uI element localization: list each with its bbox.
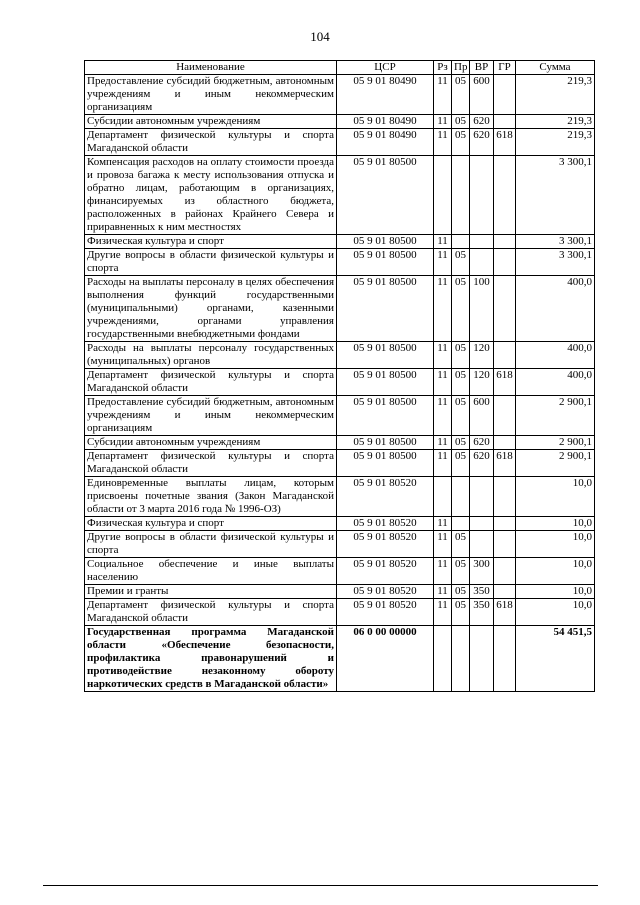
cell-name: Департамент физической культуры и спорта Магаданской области <box>85 369 337 396</box>
cell-sum: 10,0 <box>516 599 595 626</box>
cell-rz <box>434 156 452 235</box>
cell-sum: 219,3 <box>516 75 595 115</box>
cell-vr: 620 <box>470 436 494 450</box>
cell-gr <box>494 531 516 558</box>
table-row <box>85 276 595 342</box>
cell-pr: 05 <box>452 115 470 129</box>
table-row <box>85 129 595 156</box>
cell-csr: 05 9 01 80520 <box>337 517 434 531</box>
cell-gr: 618 <box>494 369 516 396</box>
cell-name: Расходы на выплаты персоналу государственных (муниципальных) органов <box>85 342 337 369</box>
cell-gr <box>494 235 516 249</box>
cell-gr <box>494 436 516 450</box>
table-row <box>85 558 595 585</box>
cell-vr: 600 <box>470 75 494 115</box>
cell-pr: 05 <box>452 75 470 115</box>
cell-csr: 05 9 01 80500 <box>337 396 434 436</box>
cell-gr <box>494 342 516 369</box>
cell-name: Предоставление субсидий бюджетным, автономным учреждениям и иным некоммерческим организациям <box>85 75 337 115</box>
cell-pr: 05 <box>452 558 470 585</box>
cell-vr <box>470 235 494 249</box>
cell-rz: 11 <box>434 129 452 156</box>
cell-rz: 11 <box>434 585 452 599</box>
cell-sum: 3 300,1 <box>516 235 595 249</box>
cell-name: Физическая культура и спорт <box>85 235 337 249</box>
cell-sum: 3 300,1 <box>516 249 595 276</box>
cell-sum: 219,3 <box>516 115 595 129</box>
cell-vr <box>470 249 494 276</box>
cell-rz: 11 <box>434 342 452 369</box>
cell-sum: 219,3 <box>516 129 595 156</box>
cell-name: Субсидии автономным учреждениям <box>85 436 337 450</box>
cell-csr: 05 9 01 80500 <box>337 436 434 450</box>
header-rz: Рз <box>434 61 452 75</box>
cell-sum: 3 300,1 <box>516 156 595 235</box>
cell-rz: 11 <box>434 249 452 276</box>
cell-name: Другие вопросы в области физической культуры и спорта <box>85 531 337 558</box>
cell-pr <box>452 235 470 249</box>
header-gr: ГР <box>494 61 516 75</box>
cell-vr: 620 <box>470 129 494 156</box>
cell-csr: 05 9 01 80500 <box>337 235 434 249</box>
cell-gr <box>494 626 516 692</box>
cell-sum: 54 451,5 <box>516 626 595 692</box>
cell-csr: 05 9 01 80500 <box>337 450 434 477</box>
cell-vr: 600 <box>470 396 494 436</box>
cell-sum: 10,0 <box>516 585 595 599</box>
cell-name: Предоставление субсидий бюджетным, автономным учреждениям и иным некоммерческим организациям <box>85 396 337 436</box>
cell-name: Социальное обеспечение и иные выплаты населению <box>85 558 337 585</box>
header-vr: ВР <box>470 61 494 75</box>
cell-pr: 05 <box>452 585 470 599</box>
table-row <box>85 599 595 626</box>
cell-rz: 11 <box>434 369 452 396</box>
table-row <box>85 235 595 249</box>
cell-rz: 11 <box>434 558 452 585</box>
cell-rz <box>434 626 452 692</box>
cell-name: Единовременные выплаты лицам, которым присвоены почетные звания (Закон Магаданской области от 3 марта 2016 года № 1996-ОЗ) <box>85 477 337 517</box>
cell-sum: 400,0 <box>516 276 595 342</box>
cell-pr: 05 <box>452 129 470 156</box>
cell-rz: 11 <box>434 531 452 558</box>
cell-sum: 10,0 <box>516 531 595 558</box>
cell-sum: 400,0 <box>516 342 595 369</box>
cell-pr <box>452 626 470 692</box>
cell-gr <box>494 249 516 276</box>
cell-vr: 350 <box>470 585 494 599</box>
cell-gr <box>494 477 516 517</box>
cell-vr <box>470 531 494 558</box>
cell-name: Компенсация расходов на оплату стоимости проезда и провоза багажа к месту использования отпуска и обратно лицам, работающим в организациях, финансируемых из областного бюджета, расположенных в районах Крайнего Севера и приравненных к ним местностях <box>85 156 337 235</box>
cell-name: Премии и гранты <box>85 585 337 599</box>
cell-vr: 100 <box>470 276 494 342</box>
cell-pr <box>452 517 470 531</box>
cell-gr <box>494 517 516 531</box>
cell-csr: 05 9 01 80520 <box>337 477 434 517</box>
cell-csr: 05 9 01 80500 <box>337 342 434 369</box>
cell-rz: 11 <box>434 436 452 450</box>
cell-name: Расходы на выплаты персоналу в целях обеспечения выполнения функций государственными (муниципальными) органами, казенными учреждениями, органами управления государственными внебюджетными фондами <box>85 276 337 342</box>
cell-name: Департамент физической культуры и спорта Магаданской области <box>85 129 337 156</box>
cell-vr: 120 <box>470 369 494 396</box>
table-row <box>85 342 595 369</box>
table-row <box>85 115 595 129</box>
cell-pr: 05 <box>452 342 470 369</box>
cell-name: Департамент физической культуры и спорта Магаданской области <box>85 450 337 477</box>
header-sum: Сумма <box>516 61 595 75</box>
table-row <box>85 585 595 599</box>
cell-rz: 11 <box>434 235 452 249</box>
header-name: Наименование <box>85 61 337 75</box>
cell-vr <box>470 156 494 235</box>
cell-csr: 05 9 01 80500 <box>337 276 434 342</box>
cell-name: Государственная программа Магаданской области «Обеспечение безопасности, профилактика правонарушений и противодействие незаконному обороту наркотических средств в Магаданской области» <box>85 626 337 692</box>
cell-pr <box>452 156 470 235</box>
table-row <box>85 517 595 531</box>
cell-pr: 05 <box>452 249 470 276</box>
table-row <box>85 249 595 276</box>
cell-pr: 05 <box>452 276 470 342</box>
cell-csr: 05 9 01 80490 <box>337 75 434 115</box>
cell-csr: 05 9 01 80490 <box>337 129 434 156</box>
cell-gr <box>494 156 516 235</box>
cell-gr <box>494 558 516 585</box>
cell-name: Субсидии автономным учреждениям <box>85 115 337 129</box>
budget-table <box>84 60 595 692</box>
cell-csr: 05 9 01 80520 <box>337 531 434 558</box>
cell-rz <box>434 477 452 517</box>
cell-vr: 350 <box>470 599 494 626</box>
cell-gr: 618 <box>494 599 516 626</box>
cell-pr: 05 <box>452 531 470 558</box>
table-row <box>85 369 595 396</box>
cell-gr <box>494 396 516 436</box>
cell-pr: 05 <box>452 599 470 626</box>
cell-csr: 05 9 01 80490 <box>337 115 434 129</box>
table-row <box>85 396 595 436</box>
cell-rz: 11 <box>434 599 452 626</box>
cell-vr <box>470 626 494 692</box>
cell-csr: 05 9 01 80520 <box>337 585 434 599</box>
cell-rz: 11 <box>434 75 452 115</box>
cell-vr: 620 <box>470 450 494 477</box>
cell-vr: 300 <box>470 558 494 585</box>
cell-gr: 618 <box>494 129 516 156</box>
table-row <box>85 626 595 692</box>
cell-sum: 400,0 <box>516 369 595 396</box>
cell-sum: 2 900,1 <box>516 450 595 477</box>
table-body <box>85 75 595 692</box>
cell-rz: 11 <box>434 115 452 129</box>
cell-pr: 05 <box>452 396 470 436</box>
cell-vr <box>470 517 494 531</box>
cell-rz: 11 <box>434 450 452 477</box>
cell-pr: 05 <box>452 369 470 396</box>
cell-rz: 11 <box>434 396 452 436</box>
table-row <box>85 436 595 450</box>
table-row <box>85 477 595 517</box>
cell-csr: 05 9 01 80520 <box>337 558 434 585</box>
cell-vr <box>470 477 494 517</box>
table-row <box>85 75 595 115</box>
cell-sum: 2 900,1 <box>516 436 595 450</box>
cell-name: Другие вопросы в области физической культуры и спорта <box>85 249 337 276</box>
cell-vr: 120 <box>470 342 494 369</box>
page-number: 104 <box>310 29 330 44</box>
cell-pr <box>452 477 470 517</box>
cell-sum: 2 900,1 <box>516 396 595 436</box>
cell-csr: 05 9 01 80500 <box>337 369 434 396</box>
cell-gr <box>494 115 516 129</box>
cell-csr: 05 9 01 80500 <box>337 156 434 235</box>
header-csr: ЦСР <box>337 61 434 75</box>
cell-csr: 06 0 00 00000 <box>337 626 434 692</box>
cell-csr: 05 9 01 80520 <box>337 599 434 626</box>
table-row <box>85 531 595 558</box>
table-row <box>85 156 595 235</box>
bottom-rule <box>43 885 598 886</box>
header-pr: Пр <box>452 61 470 75</box>
table-header-row <box>85 61 595 75</box>
cell-name: Физическая культура и спорт <box>85 517 337 531</box>
cell-name: Департамент физической культуры и спорта Магаданской области <box>85 599 337 626</box>
cell-vr: 620 <box>470 115 494 129</box>
cell-sum: 10,0 <box>516 477 595 517</box>
cell-pr: 05 <box>452 436 470 450</box>
cell-gr: 618 <box>494 450 516 477</box>
cell-rz: 11 <box>434 276 452 342</box>
cell-gr <box>494 585 516 599</box>
cell-gr <box>494 75 516 115</box>
cell-sum: 10,0 <box>516 558 595 585</box>
cell-csr: 05 9 01 80500 <box>337 249 434 276</box>
cell-sum: 10,0 <box>516 517 595 531</box>
cell-rz: 11 <box>434 517 452 531</box>
cell-gr <box>494 276 516 342</box>
cell-pr: 05 <box>452 450 470 477</box>
table-row <box>85 450 595 477</box>
